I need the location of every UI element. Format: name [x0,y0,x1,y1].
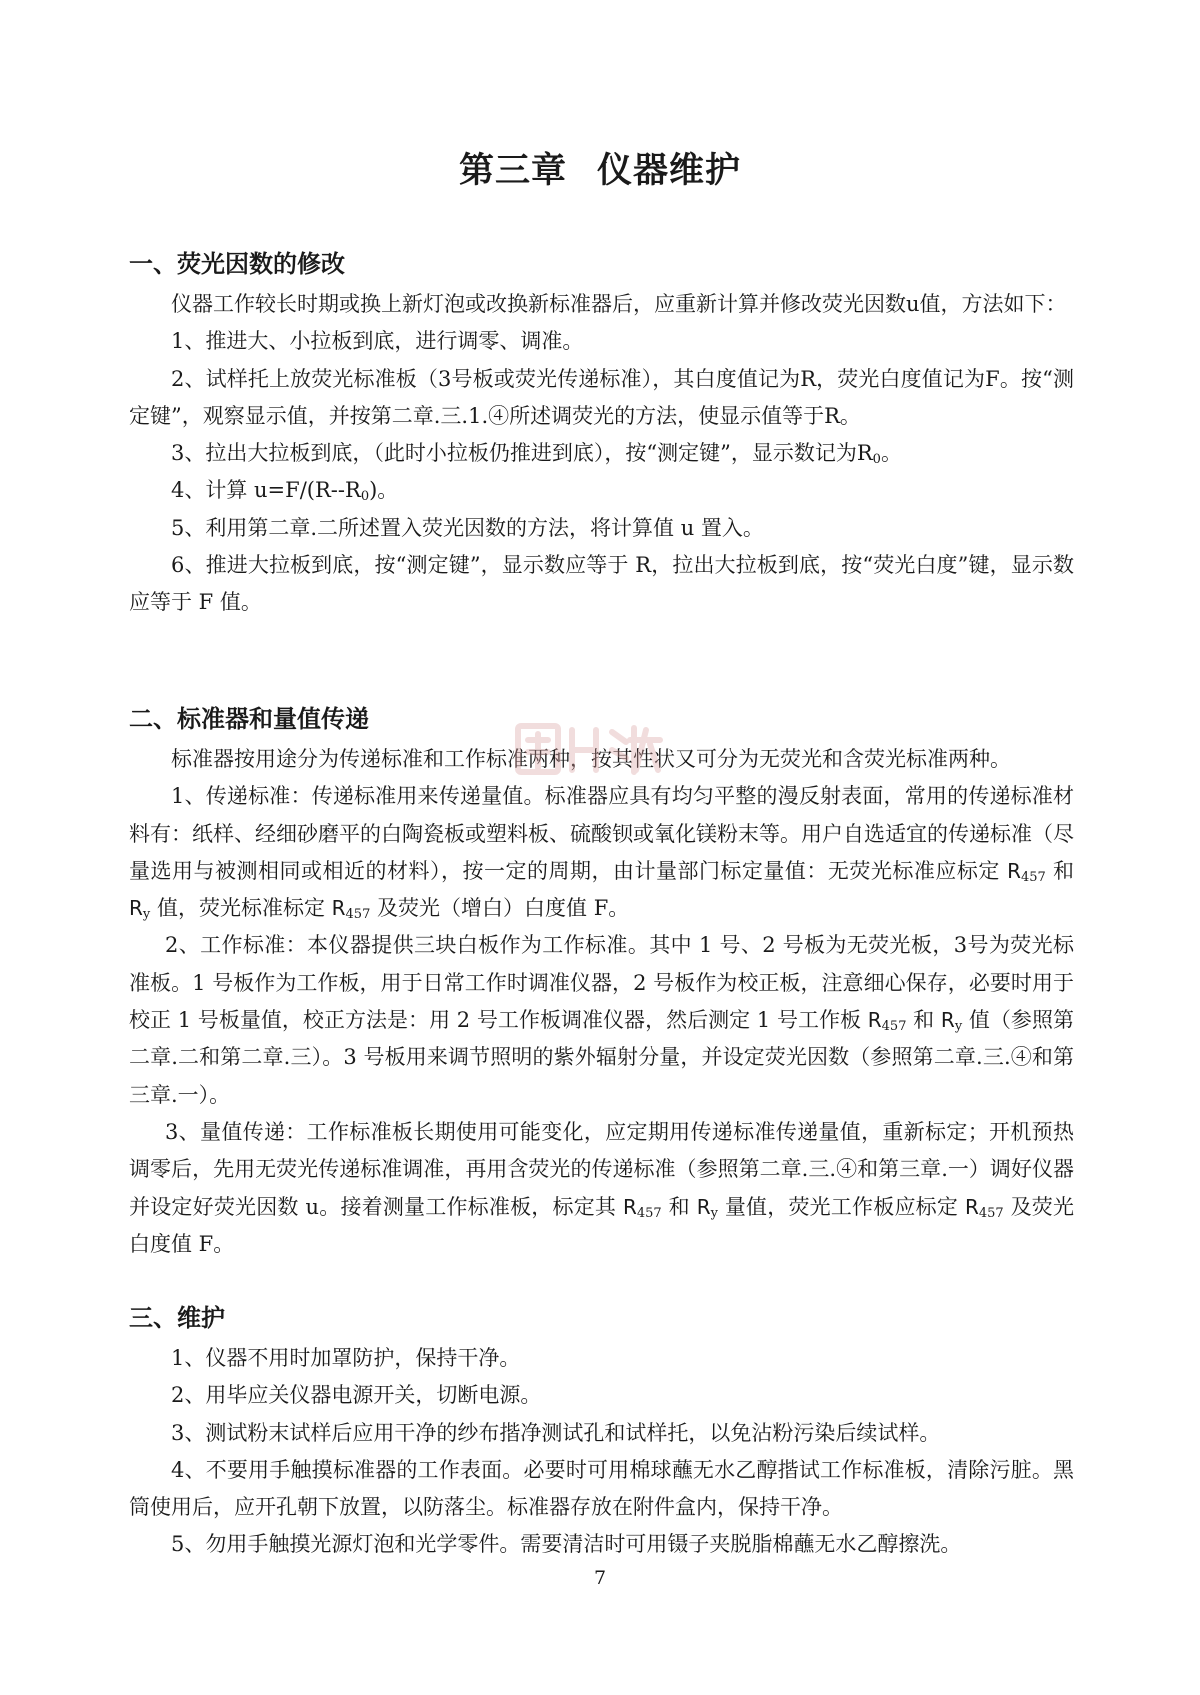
text-run: 和 [1045,858,1075,883]
text-run: 量值，荧光工作板应标定 [717,1194,965,1219]
formula-text: )。 [369,478,399,503]
subscript: 457 [978,1205,1004,1221]
symbol-r: R [129,896,143,921]
list-item: 4、不要用手触摸标准器的工作表面。必要时可用棉球蘸无水乙醇揩试工作标准板，清除污脏。黑筒使用后，应开孔朝下放置，以防落尘。标准器存放在附件盒内，保持干净。 [129,1457,1074,1520]
text-run: 和 [661,1194,697,1219]
paragraph: 6、推进大拉板到底，按“测定键”，显示数应等于 R，拉出大拉板到底，按“荧光白度”键，显示数应等于 F 值。 [129,553,1074,615]
text-run: 3、拉出大拉板到底，（此时小拉板仍推进到底），按“测定键”，显示数记为R [171,441,873,466]
section-heading-maintenance: 三、维护 [129,1304,225,1332]
symbol-r: R [622,1194,637,1219]
symbol-r: R [867,1008,882,1033]
text-run: 值（参照第二章.二和第二章.三）。3 号板用来调节照明的紫外辐射分量，并设定荧光因数（参照第二章.三.④和第三章.一）。 [129,1008,1074,1107]
section-heading-fluorescence-factor: 一、荧光因数的修改 [129,250,345,278]
chapter-number: 第三章 [458,151,567,191]
formula-text: 4、计算 u=F/(R--R [171,478,361,503]
subscript: 0 [360,489,370,505]
paragraph: 仪器工作较长时期或换上新灯泡或改换新标准器后，应重新计算并修改荧光因数u值，方法如下： [171,292,1067,316]
subscript: y [954,1019,963,1035]
text-run: 及荧光（增白）白度值 F。 [370,896,630,921]
list-item: 1、仪器不用时加罩防护，保持干净。 [171,1346,521,1370]
list-item: 3、测试粉末试样后应用干净的纱布揩净测试孔和试样托，以免沾粉污染后续试样。 [171,1420,941,1445]
paragraph: 标准器按用途分为传递标准和工作标准两种，按其性状又可分为无荧光和含荧光标准两种。 [171,747,1011,771]
subscript: 0 [872,452,881,468]
text-run: 3、量值传递：工作标准板长期使用可能变化，应定期用传递标准传递量值，重新标定；开机预热调零后，先用无荧光传递标准调准，再用含荧光的传递标准（参照第二章.三.④和第三章.一）调好仪器并设定好荧光因数 u。接着测量工作标准板，标定其 [129,1119,1074,1219]
text-run: 值，荧光标准标定 [150,896,332,921]
page-number: 7 [593,1567,607,1589]
paragraph: 2、试样托上放荧光标准板（3号板或荧光传递标准），其白度值记为R，荧光白度值记为F。按“测定键”，观察显示值，并按第二章.三.1.④所述调荧光的方法，使显示值等于R。 [129,366,1074,428]
subscript: 457 [345,907,371,923]
chapter-name: 仪器维护 [597,151,742,191]
symbol-r: R [1007,858,1021,883]
symbol-r: R [940,1008,955,1033]
subscript: y [710,1205,718,1221]
paragraph: 1、推进大、小拉板到底，进行调零、调准。 [171,329,584,354]
paragraph [129,927,1074,1113]
subscript: y [142,907,151,923]
chapter-title [0,143,1200,193]
symbol-r: R [331,896,346,921]
symbol-r: R [964,1194,979,1219]
paragraph [129,1114,1074,1263]
text-run: 2、工作标准：本仪器提供三块白板作为工作标准。其中 1 号、2 号板为无荧光板，3号为荧光标准板。1 号板作为工作板，用于日常工作时调准仪器，2 号板作为校正板，注意细心保存，必要时用于校正 1 号板量值，校正方法是：用 2 号工作板调准仪器，然后测定 1 号工作板 [129,933,1074,1033]
text-run: 和 [906,1008,941,1033]
list-item: 5、勿用手触摸光源灯泡和光学零件。需要清洁时可用镊子夹脱脂棉蘸无水乙醇擦洗。 [171,1532,962,1557]
paragraph: 5、利用第二章.二所述置入荧光因数的方法，将计算值 u 置入。 [171,515,764,540]
subscript: 457 [881,1019,907,1035]
paragraph [129,435,1074,472]
text-run: 1、传递标准：传递标准用来传递量值。标准器应具有均匀平整的漫反射表面，常用的传递标准材料有：纸样、经细砂磨平的白陶瓷板或塑料板、硫酸钡或氧化镁粉末等。用户自选适宜的传递标准（尽量选用与被测相同或相近的材料），按一定的周期，由计量部门标定量值：无荧光标准应标定 [129,784,1074,883]
paragraph [129,472,1074,509]
section-body-standards [129,741,1074,1263]
section-body-fluorescence-factor [129,286,1074,622]
list-item: 2、用毕应关仪器电源开关，切断电源。 [171,1383,542,1408]
section-body-maintenance [129,1340,1074,1564]
symbol-r: R [696,1194,711,1219]
text-run: 。 [880,441,902,466]
text-run: 及荧光白度值 F。 [129,1194,1074,1256]
watermark-logo-icon [510,720,670,790]
subscript: 457 [1021,869,1046,885]
section-heading-standards: 二、标准器和量值传递 [129,705,369,733]
subscript: 457 [636,1205,662,1221]
paragraph [129,778,1074,927]
